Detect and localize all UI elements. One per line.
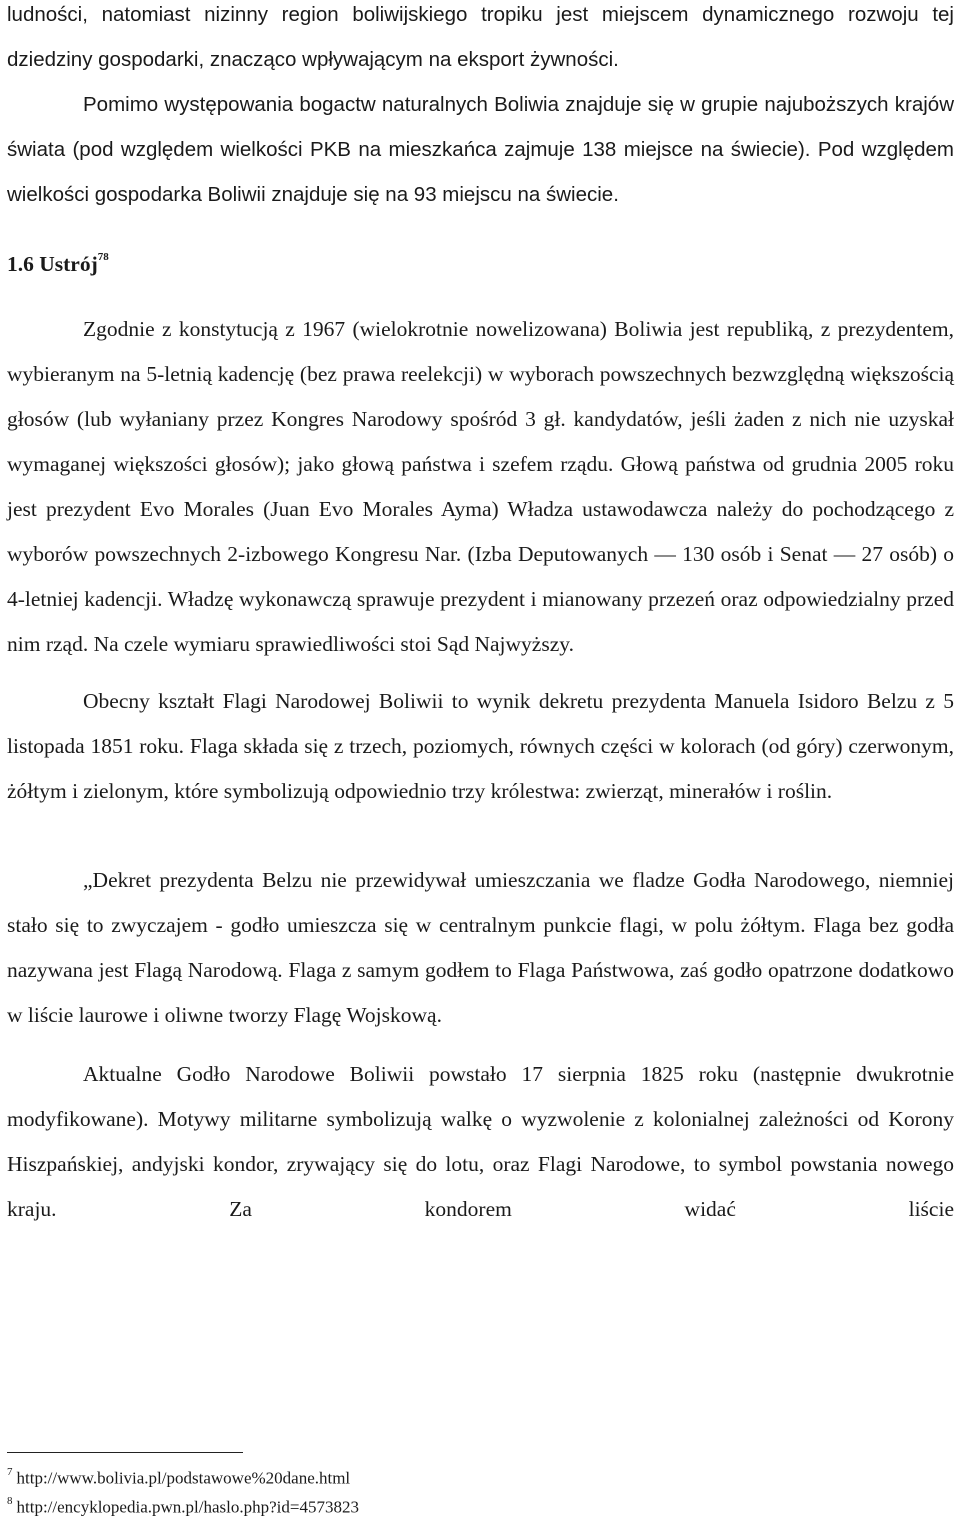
footnote-link[interactable]: http://www.bolivia.pl/podstawowe%20dane.html [16, 1468, 351, 1488]
document-page [7, 0, 954, 1232]
footnote-separator [7, 1452, 243, 1453]
section-heading-text: 1.6 Ustrój [7, 252, 98, 277]
paragraph-flag: Obecny kształt Flagi Narodowej Boliwii to wynik dekretu prezydenta Manuela Isidoro Belzu z 5 listopada 1851 roku. Flaga składa się z trzech, poziomych, równych części w kolorach (od góry) czerwonym, żółtym i zielonym, które symbolizują odpowiednio trzy królestwa: zwierząt, minerałów i roślin. [7, 689, 954, 804]
paragraph-ustroj: Zgodnie z konstytucją z 1967 (wielokrotnie nowelizowana) Boliwia jest republiką, z prezydentem, wybieranym na 5-letnią kadencję (bez prawa reelekcji) w wyborach powszechnych bezwzględną większością głosów (lub wyłaniany przez Kongres Narodowy spośród 3 gł. kandydatów, jeśli żaden z nich nie uzyskał wymaganej większości głosów); jako głową państwa i szefem rządu. Głową państwa od grudnia 2005 roku jest prezydent Evo Morales (Juan Evo Morales Ayma) Władza ustawodawcza należy do pochodzącego z wyborów powszechnych 2-izbowego Kongresu Nar. (Izba Deputowanych ― 130 osób i Senat ― 27 osób) o 4-letniej kadencji. Władzę wykonawczą sprawuje prezydent i mianowany przezeń oraz odpowiedzialny przed nim rząd. Na czele wymiaru sprawiedliwości stoi Sąd Najwyższy. [7, 317, 954, 657]
footnote-item [7, 1462, 359, 1491]
paragraph-agriculture: ludności, natomiast nizinny region boliwijskiego tropiku jest miejscem dynamicznego rozwoju tej dziedziny gospodarki, znacząco wpływającym na eksport żywności. [7, 3, 954, 71]
section-heading-footnote-ref: 78 [97, 251, 109, 263]
footnotes [7, 1462, 359, 1519]
footnote-item [7, 1491, 359, 1519]
paragraph-decree: „Dekret prezydenta Belzu nie przewidywał umieszczania we fladze Godła Narodowego, niemniej stało się to zwyczajem - godło umieszcza się w centralnym punkcie flagi, w polu żółtym. Flaga bez godła nazywana jest Flagą Narodową. Flaga z samym godłem to Flaga Państwowa, zaś godło opatrzone dodatkowo w liście laurowe i oliwne tworzy Flagę Wojskową. [7, 868, 954, 1028]
footnote-number: 7 [7, 1466, 13, 1478]
paragraph-economy: Pomimo występowania bogactw naturalnych Boliwia znajduje się w grupie najuboższych krajów świata (pod względem wielkości PKB na mieszkańca zajmuje 138 miejsce na świecie). Pod względem wielkości gospodarka Boliwii znajduje się na 93 miejscu na świecie. [7, 93, 954, 206]
paragraph-emblem: Aktualne Godło Narodowe Boliwii powstało 17 sierpnia 1825 roku (następnie dwukrotnie modyfikowane). Motywy militarne symbolizują walkę o wyzwolenie z kolonialnej zależności od Korony Hiszpańskiej, andyjski kondor, zrywający się do lotu, oraz Flagi Narodowe, to symbol powstania nowego kraju. Za kondorem widać liście [7, 1062, 954, 1222]
footnote-number: 8 [7, 1494, 13, 1507]
section-heading-ustroj [7, 245, 954, 279]
footnote-link[interactable]: http://encyklopedia.pwn.pl/haslo.php?id=4573823 [16, 1497, 359, 1517]
